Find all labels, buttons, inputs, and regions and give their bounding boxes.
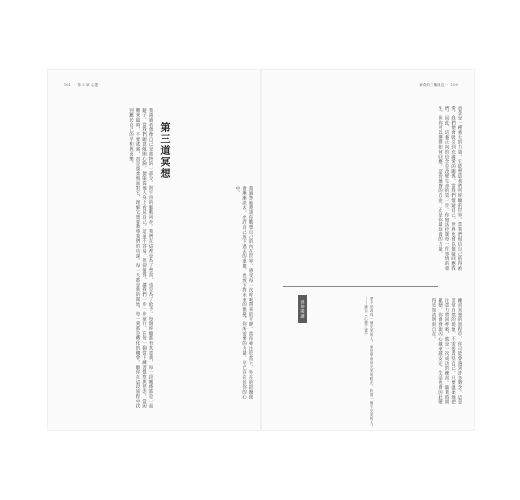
quote-text: 愛不是尋找一個完美的人，而是學會用完美的眼光，欣賞一個不完美的人。——摘自《心靈之書》 — [364, 297, 374, 429]
right-page — [261, 70, 474, 430]
section-tag: 延伸閱讀 — [298, 295, 307, 323]
right-running-head: 神奇的三種訊息 ・ 100 — [419, 83, 458, 87]
left-page — [48, 70, 261, 430]
right-body-bottom: 練習冥想的過程中，你可能會遇到許多雜念。這是非常自然的現象，不需要責怪自己。只要溫柔地把注意力帶回呼吸，就是一次成功的練習。隨著時間累積，你會發現內心越來越安定，生活也會因此變得更加清明與自在。 — [431, 298, 462, 405]
left-running-head: 101 ・ 第 3 章 心靈 — [64, 83, 99, 87]
chapter-title: 第三道冥想 — [158, 122, 169, 180]
left-body-left: 我請讀者想像自己是萬物的一部分，與宇宙的脈動同步。我們在這裡是為了學習，也是為了給予。每個經驗都有其意義，每一段關係都是一面鏡子。當我們願意敞開心胸，便能從他人身上看見自己。這並不容易，但卻值得。讓我們一步一步前行，在每一個當下練習覺察與慈悲。當困難來臨時，不要逃避，而是溫柔地面對它，理解它想要教導我們的功課。每一天都是新的開始，每一刻都是轉化的機會。願你在這段旅程中找到屬於自己的平和與喜樂。 — [128, 108, 153, 409]
book-spread — [48, 70, 474, 430]
left-body-right: 我誠摯地邀請你觀想自己的內在世界，感受每一次呼吸帶來的平靜。當你專注於當下，外在的紛擾便會漸漸淡去。允許自己放下過去的重擔，也放下對未來的擔憂。你所需要的力量，早已存在於你的心中。 — [235, 186, 253, 400]
right-body-top: 意念是一種強大的力量，它能塑造我們所經驗的世界。當我們相信自己值得被愛，我們便會吸引到充滿愛的關係。當我們懷疑自己，世界也會以懷疑回應我們。因此，培養正向的信念是改變生命的第一步。你無法控制每一件事情的發生，但你可以選擇如何回應。這份選擇的自由，正是你最珍貴的力量。 — [437, 106, 462, 271]
section-divider — [283, 286, 438, 287]
